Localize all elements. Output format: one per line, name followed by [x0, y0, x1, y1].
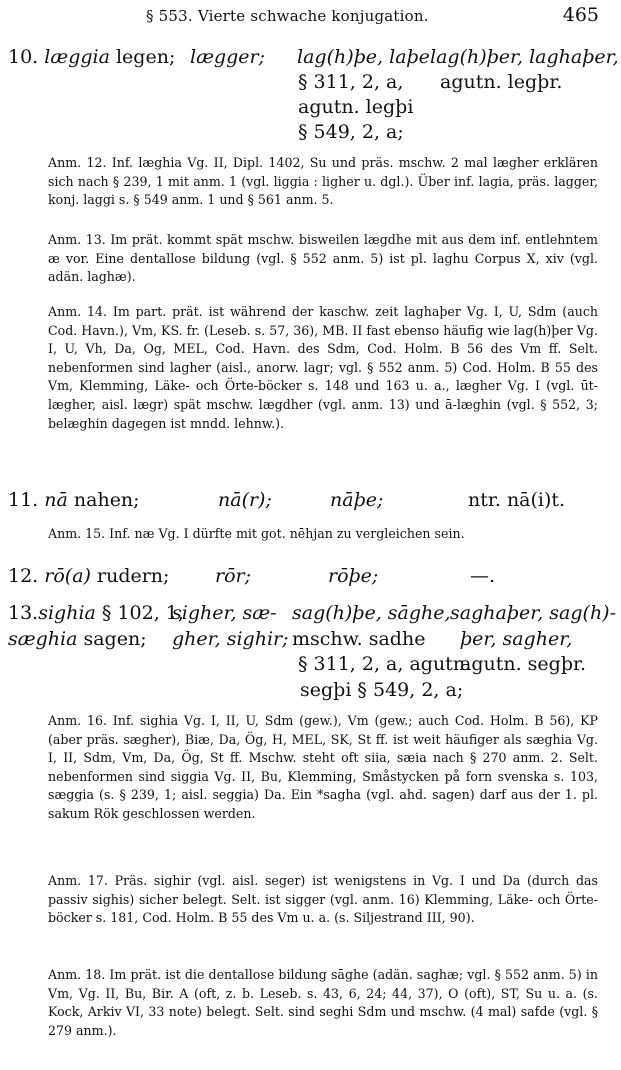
entry-10-gloss: legen;	[115, 46, 176, 68]
entry-13-gloss: sagen;	[83, 628, 147, 650]
note-anm-15: Anm. 15. Inf. næ Vg. I dürfte mit got. nēhjan zu vergleichen sein.	[48, 526, 465, 541]
entry-11-present: nā(r);	[218, 489, 272, 511]
note-anm-17: Anm. 17. Präs. sighir (vgl. aisl. seger) ist wenigstens in Vg. I und Da (durch das passiv sighis) sicher belegt. Selt. ist sigger (vgl. anm. 16) Klemming, Läke- och Örte-böcker s. 181, Cod. Holm. B 55 des Vm u. a. (s. Siljestrand III, 90).	[48, 873, 598, 926]
entry-11-gloss: nahen;	[73, 489, 140, 511]
entry-10-preterite-ref: § 311, 2, a,	[298, 71, 404, 93]
entry-12-head: 12. rō(a) rudern;	[8, 565, 170, 587]
entry-12-preterite: rōþe;	[328, 565, 379, 587]
entry-13-lemma-variant: sæghia	[8, 628, 78, 650]
entry-13-participle-line2: þer, sagher,	[460, 628, 573, 650]
entry-13-preterite-ref: § 311, 2, a, agutn.	[298, 653, 472, 675]
entry-13-preterite-agutn: segþi § 549, 2, a;	[300, 679, 464, 701]
running-head-title: § 553. Vierte schwache konjugation.	[146, 7, 429, 25]
entry-11-lemma: nā	[44, 489, 68, 511]
note-anm-16: Anm. 16. Inf. sighia Vg. I, II, U, Sdm (gew.), Vm (gew.; auch Cod. Holm. B 56), KP (aber präs. sægher), Biæ, Da, Ög, H, MEL, SK, St ff. ist weit häufiger als sæghia Vg. I, II, Sdm, Vm, Da, Ög, St ff. Mschw. steht oft siia, sæia nach § 270 anm. 2. Selt. nebenformen sind siggia Vg. II, Bu, Klemming, Småstycken på forn svenska s. 103, sæggia (s. § 239, 1; aisl. seggia) Da. Ein *sagha (vgl. ahd. sagen) darf aus der 1. pl. sakum Rök geschlossen werden.	[48, 713, 598, 821]
entry-10-participle-agutn: agutn. legþr.	[440, 71, 563, 93]
entry-10-present: lægger;	[190, 46, 265, 68]
note-anm-18: Anm. 18. Im prät. ist die dentallose bildung sāghe (adän. saghæ; vgl. § 552 anm. 5) in Vm, Vg. II, Bu, Bir. A (oft, z. b. Leseb. s. 43, 6, 24; 44, 37), O (oft), ST, Su u. a. (s. Kock, Arkiv VI, 33 note) belegt. Selt. sind seghi Sdm und mschw. (4 mal) safde (vgl. § 279 anm.).	[48, 967, 598, 1038]
running-head	[0, 6, 621, 28]
entry-10-preterite-agutn: agutn. legþi	[298, 96, 414, 118]
entry-13-head: 13.sighia § 102, 1,	[8, 602, 184, 624]
entry-13-lemma: sighia	[38, 602, 96, 624]
entry-11-head: 11. nā nahen;	[8, 489, 140, 511]
entry-11-preterite: nāþe;	[330, 489, 384, 511]
entry-13-participle: saghaþer, sag(h)-	[450, 602, 617, 624]
entry-13-present: sigher, sæ-	[172, 602, 277, 624]
note-anm-13: Anm. 13. Im prät. kommt spät mschw. bisweilen lægdhe mit aus dem inf. entlehntem æ vor. Eine dentallose bildung (vgl. § 552 anm. 5) ist pl. laghu Corpus X, xiv (vgl. adän. laghæ).	[48, 232, 598, 285]
entry-11-participle: ntr. nā(i)t.	[468, 489, 566, 511]
entry-10-head: 10. læggia legen;	[8, 46, 176, 68]
entry-13-present-line2: gher, sighir;	[172, 628, 289, 650]
entry-10-preterite: lag(h)þe, laþe	[297, 46, 430, 68]
entry-13-head-line2	[8, 628, 147, 650]
entry-10-preterite-ref2: § 549, 2, a;	[298, 121, 404, 143]
page-number: 465	[562, 4, 599, 26]
entry-12-present: rōr;	[215, 565, 252, 587]
entry-13-participle-agutn: agutn. segþr.	[460, 653, 587, 675]
entry-12-gloss: rudern;	[97, 565, 170, 587]
entry-10-participle: lag(h)þer, laghaþer,	[430, 46, 619, 68]
entry-12-lemma: rō(a)	[44, 565, 91, 587]
note-anm-14: Anm. 14. Im part. prät. ist während der kaschw. zeit laghaþer Vg. I, U, Sdm (auch Cod. Havn.), Vm, KS. fr. (Leseb. s. 57, 36), MB. II fast ebenso häufig wie lag(h)þer Vg. I, U, Vh, Da, Og, MEL, Cod. Havn. des Sdm, Cod. Holm. B 56 des Vm ff. Selt. nebenformen sind lagher (aisl., anorw. lagr; vgl. § 552 anm. 5) Cod. Holm. B 55 des Vm, Klemming, Läke- och Örte-böcker s. 148 und 163 u. a., lægher Vg. I (vgl. ūt-lægher, aisl. lægr) spät mschw. lægdher (vgl. anm. 13) und ā-læghin (vgl. § 552, 3; belæghin dagegen ist mndd. lehnw.).	[48, 304, 598, 431]
entry-13-preterite-mschw: mschw. sadhe	[292, 628, 426, 650]
note-anm-12: Anm. 12. Inf. læghia Vg. II, Dipl. 1402, Su und präs. mschw. 2 mal lægher erklären sich nach § 239, 1 mit anm. 1 (vgl. liggia : ligher u. dgl.). Über inf. lagia, präs. lagger, konj. laggi s. § 549 anm. 1 und § 561 anm. 5.	[48, 155, 598, 208]
entry-12-participle: —.	[470, 565, 496, 587]
entry-10-lemma: læggia	[44, 46, 110, 68]
entry-13-preterite: sag(h)þe, sāghe,	[292, 602, 451, 624]
